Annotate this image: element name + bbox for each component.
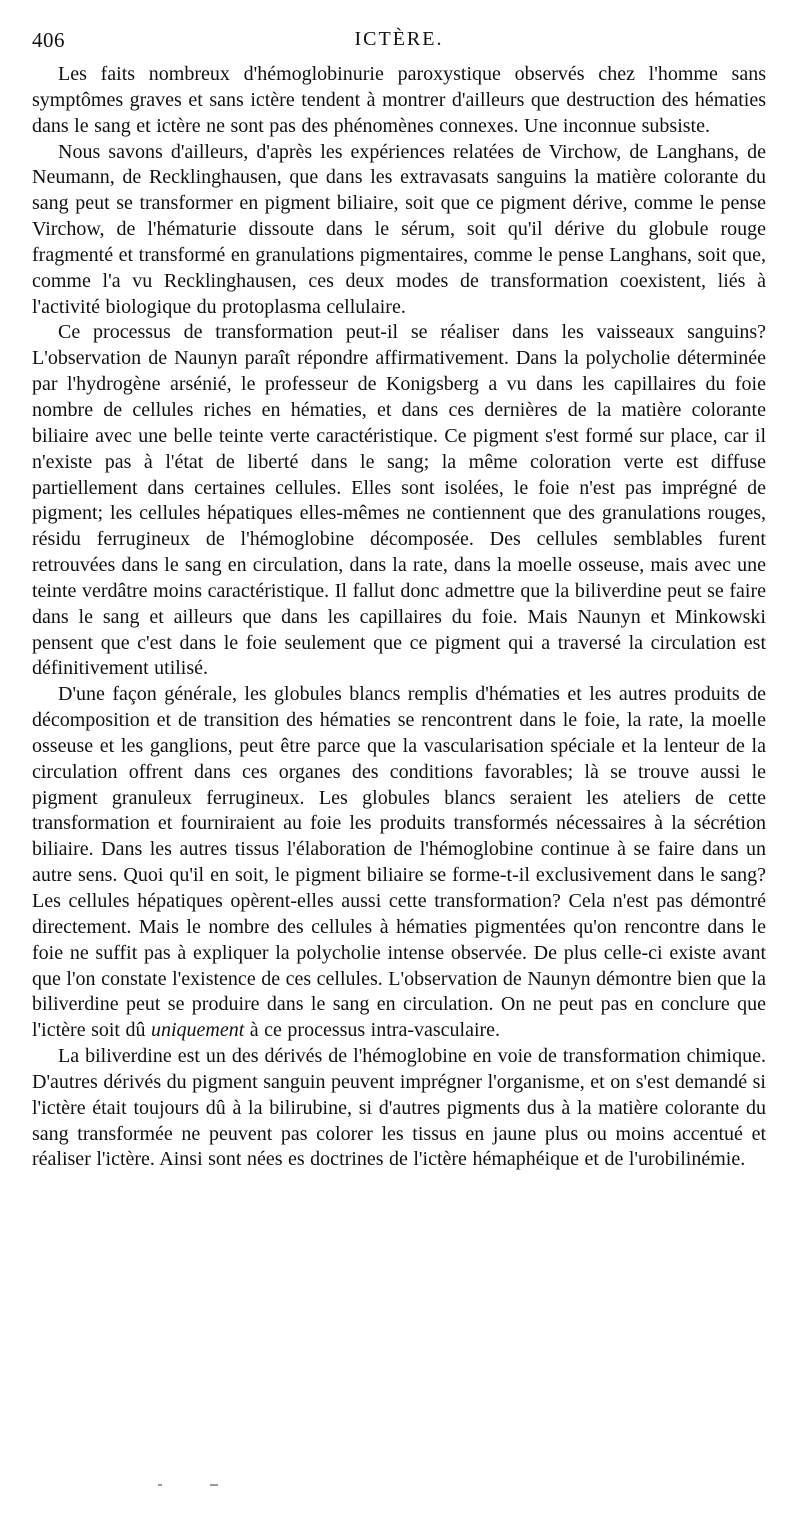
paragraph-4-tail: à ce processus intra-vasculaire. <box>244 1019 501 1042</box>
paragraph-3-text: Ce processus de transformation peut-il se réaliser dans les vaisseaux sanguins? L'observation de Naunyn paraît répondre affirmativement. Dans la polycholie déterminée par l'hydrogène arsénié, le professeur de Konigsberg a vu dans les capillaires du foie nombre de cellules riches en hématies, et dans ces dernières de la matière colorante biliaire avec une belle teinte verte caractéristique. Ce pigment s'est formé sur place, car il n'existe pas à l'état de liberté dans le sang; la même coloration verte est diffuse partiellement dans certaines cellules. Elles sont isolées, le foie n'est pas imprégné de pigment; les cellules hépatiques elles-mêmes ne contiennent que des granulations rouges, résidu ferrugineux de l'hémoglobine décomposée. Des cellules semblables furent retrouvées dans le sang en circulation, dans la rate, dans la moelle osseuse, mais avec une teinte verdâtre moins caractéristique. Il fallut donc admettre que la biliverdine peut se faire dans le sang et ailleurs que dans les capillaires du foie. Mais Naunyn et Minkowski pensent que c'est dans le foie seulement que ce pigment qui a traversé la circulation est définitivement utilisé. <box>32 321 766 680</box>
body-text <box>32 62 766 1173</box>
paragraph-4-text: D'une façon générale, les globules blancs remplis d'hématies et les autres produits de décomposition et de transition des hématies se rencontrent dans le foie, la rate, la moelle osseuse et les ganglions, peut être parce que la vascularisation spéciale et la lenteur de la circulation offrent dans ces organes des conditions favorables; là se trouve aussi le pigment granuleux ferrugineux. Les globules blancs seraient les ateliers de cette transformation et fourniraient au foie les produits transformés nécessaires à la sécrétion biliaire. Dans les autres tissus l'élaboration de l'hémoglobine continue à se faire dans un autre sens. Quoi qu'il en soit, le pigment biliaire se forme-t-il exclusivement dans le sang? Les cellules hépatiques opèrent-elles aussi cette transformation? Cela n'est pas démontré directement. Mais le nombre des cellules à hématies pigmentées qu'on rencontre dans le foie ne suffit pas à expliquer la polycholie intense observée. De plus celle-ci existe avant que l'on constate l'existence de ces cellules. L'observation de Naunyn démontre bien que la biliverdine peut se produire dans le sang en circulation. On ne peut pas en conclure que l'ictère soit dû <box>32 683 766 1042</box>
print-mark <box>158 1484 162 1486</box>
paragraph-3 <box>32 320 766 682</box>
paragraph-5-text: La biliverdine est un des dérivés de l'hémoglobine en voie de transformation chimique. D'autres dérivés du pigment sanguin peuvent imprégner l'organisme, et on s'est demandé si l'ictère était toujours dû à la bilirubine, si d'autres pigments dus à la matière colorante du sang transformée ne peuvent pas colorer les tissus en jaune plus ou moins accentué et réaliser l'ictère. Ainsi sont nées es doctrines de l'ictère hémaphéique et de l'urobilinémie. <box>32 1045 766 1171</box>
paragraph-4 <box>32 682 766 1044</box>
paragraph-4-emphasis: uniquement <box>150 1019 245 1042</box>
paragraph-5 <box>32 1044 766 1173</box>
print-marks <box>150 1484 250 1494</box>
page-header <box>32 28 766 56</box>
page-number: 406 <box>32 28 65 52</box>
print-mark <box>210 1484 218 1486</box>
running-title: ICTÈRE. <box>354 28 444 50</box>
paragraph-2 <box>32 140 766 321</box>
paragraph-2-text: Nous savons d'ailleurs, d'après les expériences relatées de Virchow, de Langhans, de Neumann, de Recklinghausen, que dans les extravasats sanguins la matière colorante du sang peut se transformer en pigment biliaire, soit que ce pigment dérive, comme le pense Virchow, de l'hématurie dissoute dans le sérum, soit qu'il dérive du globule rouge fragmenté et transformé en granulations pigmentaires, comme le pense Langhans, soit que, comme l'a vu Recklinghausen, ces deux modes de transformation coexistent, liés à l'activité biologique du protoplasma cellulaire. <box>32 140 766 318</box>
paragraph-1 <box>32 62 766 140</box>
paragraph-1-text: Les faits nombreux d'hémoglobinurie paroxystique observés chez l'homme sans symptômes graves et sans ictère tendent à montrer d'ailleurs que destruction des hématies dans le sang et ictère ne sont pas des phénomènes connexes. Une inconnue subsiste. <box>32 63 766 137</box>
